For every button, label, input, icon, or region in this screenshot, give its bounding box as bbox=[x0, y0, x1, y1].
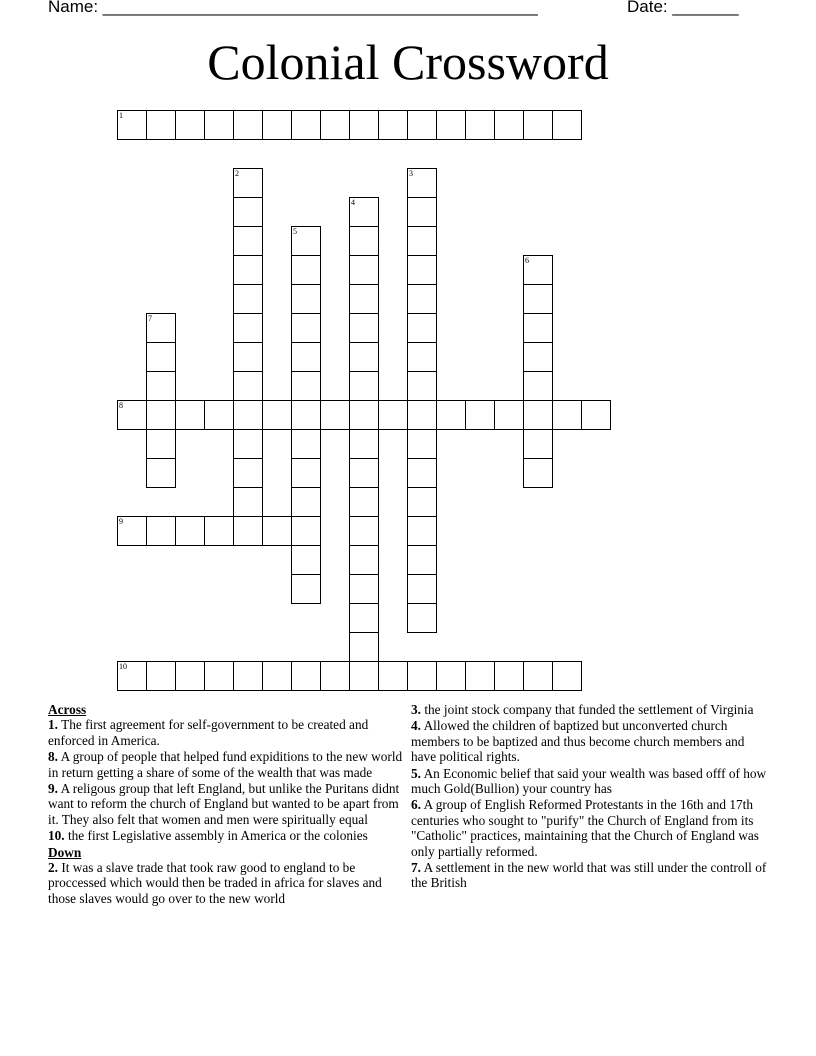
grid-cell[interactable] bbox=[204, 400, 234, 430]
grid-cell[interactable] bbox=[494, 110, 524, 140]
grid-cell[interactable] bbox=[233, 342, 263, 372]
grid-cell[interactable] bbox=[436, 110, 466, 140]
grid-cell[interactable] bbox=[146, 661, 176, 691]
grid-cell[interactable] bbox=[378, 110, 408, 140]
grid-cell[interactable] bbox=[407, 429, 437, 459]
grid-cell[interactable] bbox=[349, 110, 379, 140]
grid-cell[interactable] bbox=[291, 284, 321, 314]
clue-number: 10. bbox=[48, 828, 65, 844]
grid-cell[interactable] bbox=[146, 429, 176, 459]
grid-cell[interactable] bbox=[262, 661, 292, 691]
clue-across-9 bbox=[48, 781, 408, 827]
grid-cell[interactable] bbox=[407, 458, 437, 488]
clue-text: It was a slave trade that took raw good to england to be proccessed which would then be traded in africa for slaves and those slaves would go over to the new world bbox=[48, 860, 382, 906]
clue-down-3 bbox=[411, 702, 767, 717]
grid-cell[interactable] bbox=[146, 458, 176, 488]
grid-cell[interactable] bbox=[233, 371, 263, 401]
clue-number: 2. bbox=[48, 860, 58, 876]
grid-cell[interactable] bbox=[233, 197, 263, 227]
grid-cell[interactable] bbox=[146, 371, 176, 401]
grid-cell[interactable] bbox=[233, 487, 263, 517]
grid-cell[interactable] bbox=[523, 661, 553, 691]
grid-cell[interactable] bbox=[204, 516, 234, 546]
cell-number: 1 bbox=[119, 111, 123, 120]
page-title: Colonial Crossword bbox=[207, 34, 609, 90]
grid-cell[interactable] bbox=[349, 284, 379, 314]
grid-cell[interactable] bbox=[407, 342, 437, 372]
clue-text: An Economic belief that said your wealth was based offf of how much Gold(Bullion) your country has bbox=[411, 765, 767, 797]
grid-cell[interactable] bbox=[175, 400, 205, 430]
grid-cell[interactable] bbox=[523, 458, 553, 488]
clue-number: 8. bbox=[48, 749, 58, 765]
grid-cell[interactable] bbox=[407, 197, 437, 227]
grid-cell[interactable] bbox=[465, 400, 495, 430]
clues-column-left bbox=[48, 702, 408, 907]
grid-cell[interactable] bbox=[349, 371, 379, 401]
grid-cell[interactable] bbox=[233, 516, 263, 546]
grid-cell[interactable] bbox=[320, 661, 350, 691]
grid-cell[interactable] bbox=[349, 342, 379, 372]
grid-cell[interactable] bbox=[465, 661, 495, 691]
down-heading: Down bbox=[48, 844, 82, 860]
grid-cell[interactable] bbox=[552, 400, 582, 430]
grid-cell[interactable] bbox=[262, 110, 292, 140]
date-field[interactable]: Date: _______ bbox=[627, 0, 739, 16]
grid-cell[interactable] bbox=[407, 574, 437, 604]
clue-text: A settlement in the new world that was still under the controll of the British bbox=[411, 860, 767, 891]
grid-cell[interactable] bbox=[146, 400, 176, 430]
grid-cell[interactable] bbox=[262, 516, 292, 546]
grid-cell[interactable] bbox=[291, 313, 321, 343]
grid-cell[interactable] bbox=[494, 661, 524, 691]
grid-cell[interactable] bbox=[291, 458, 321, 488]
grid-cell[interactable] bbox=[349, 458, 379, 488]
clue-down-5 bbox=[411, 766, 767, 797]
across-heading: Across bbox=[48, 702, 87, 717]
clue-text: Allowed the children of baptized but unconverted church members to be baptized and thus become church members and have political rights. bbox=[411, 718, 745, 765]
clue-number: 6. bbox=[411, 797, 421, 813]
grid-cell[interactable] bbox=[291, 255, 321, 285]
grid-cell[interactable] bbox=[494, 400, 524, 430]
grid-cell[interactable] bbox=[523, 400, 553, 430]
grid-cell[interactable] bbox=[291, 429, 321, 459]
cell-number: 2 bbox=[235, 169, 239, 178]
grid-cell[interactable] bbox=[233, 661, 263, 691]
grid-cell[interactable] bbox=[117, 400, 147, 430]
grid-cell[interactable] bbox=[523, 342, 553, 372]
grid-cell[interactable] bbox=[291, 487, 321, 517]
grid-cell[interactable] bbox=[233, 313, 263, 343]
grid-cell[interactable] bbox=[233, 400, 263, 430]
grid-cell[interactable] bbox=[204, 110, 234, 140]
cell-number: 6 bbox=[525, 256, 529, 265]
grid-cell[interactable] bbox=[117, 516, 147, 546]
grid-cell[interactable] bbox=[407, 661, 437, 691]
grid-cell[interactable] bbox=[523, 284, 553, 314]
grid-cell[interactable] bbox=[349, 226, 379, 256]
grid-cell[interactable] bbox=[175, 661, 205, 691]
grid-cell[interactable] bbox=[407, 226, 437, 256]
grid-cell[interactable] bbox=[291, 226, 321, 256]
grid-cell[interactable] bbox=[233, 255, 263, 285]
grid-cell[interactable] bbox=[233, 429, 263, 459]
grid-cell[interactable] bbox=[291, 371, 321, 401]
grid-cell[interactable] bbox=[407, 168, 437, 198]
grid-cell[interactable] bbox=[320, 110, 350, 140]
grid-cell[interactable] bbox=[204, 661, 234, 691]
grid-cell[interactable] bbox=[523, 255, 553, 285]
clue-text: A religous group that left England, but unlike the Puritans didnt want to reform the church of England but wanted to be apart from it. They also felt that women and men were spiritually equal bbox=[48, 781, 400, 827]
grid-cell[interactable] bbox=[291, 400, 321, 430]
grid-cell[interactable] bbox=[175, 516, 205, 546]
clue-number: 5. bbox=[411, 765, 421, 781]
cell-number: 4 bbox=[351, 198, 355, 207]
grid-cell[interactable] bbox=[349, 574, 379, 604]
grid-cell[interactable] bbox=[146, 516, 176, 546]
grid-cell[interactable] bbox=[523, 313, 553, 343]
clue-down-6 bbox=[411, 797, 767, 859]
grid-cell[interactable] bbox=[349, 400, 379, 430]
clue-text: the joint stock company that funded the settlement of Virginia bbox=[424, 702, 754, 717]
grid-cell[interactable] bbox=[146, 342, 176, 372]
grid-cell[interactable] bbox=[349, 487, 379, 517]
clue-down-4 bbox=[411, 718, 767, 764]
grid-cell[interactable] bbox=[523, 371, 553, 401]
grid-cell[interactable] bbox=[407, 284, 437, 314]
grid-cell[interactable] bbox=[407, 603, 437, 633]
clue-down-2 bbox=[48, 860, 408, 906]
grid-cell[interactable] bbox=[233, 168, 263, 198]
grid-cell[interactable] bbox=[349, 255, 379, 285]
grid-cell[interactable] bbox=[349, 516, 379, 546]
grid-cell[interactable] bbox=[233, 458, 263, 488]
clue-number: 4. bbox=[411, 718, 421, 734]
clue-number: 9. bbox=[48, 781, 58, 797]
grid-cell[interactable] bbox=[291, 516, 321, 546]
grid-cell[interactable] bbox=[407, 487, 437, 517]
clue-across-10 bbox=[48, 828, 408, 843]
grid-cell[interactable] bbox=[146, 110, 176, 140]
cell-number: 10 bbox=[119, 662, 127, 671]
clue-number: 3. bbox=[411, 702, 421, 717]
clue-text: A group of people that helped fund expiditions to the new world in return getting a share of some of the wealth that was made bbox=[48, 749, 403, 780]
cell-number: 3 bbox=[409, 169, 413, 178]
grid-cell[interactable] bbox=[407, 545, 437, 575]
grid-cell[interactable] bbox=[233, 284, 263, 314]
cell-number: 5 bbox=[293, 227, 297, 236]
grid-cell[interactable] bbox=[407, 313, 437, 343]
grid-cell[interactable] bbox=[291, 574, 321, 604]
grid-cell[interactable] bbox=[407, 255, 437, 285]
grid-cell[interactable] bbox=[349, 545, 379, 575]
clue-across-1 bbox=[48, 717, 408, 748]
grid-cell[interactable] bbox=[407, 371, 437, 401]
grid-cell[interactable] bbox=[291, 661, 321, 691]
clues-column-right bbox=[411, 702, 767, 892]
clue-number: 7. bbox=[411, 860, 421, 876]
grid-cell[interactable] bbox=[233, 226, 263, 256]
clue-across-8 bbox=[48, 749, 408, 780]
grid-cell[interactable] bbox=[146, 313, 176, 343]
grid-cell[interactable] bbox=[117, 110, 147, 140]
clue-number: 1. bbox=[48, 717, 58, 733]
name-field[interactable]: Name: ______________________________________________ bbox=[48, 0, 538, 16]
grid-cell[interactable] bbox=[320, 400, 350, 430]
grid-cell[interactable] bbox=[407, 516, 437, 546]
cell-number: 7 bbox=[148, 314, 152, 323]
grid-cell[interactable] bbox=[523, 429, 553, 459]
grid-cell[interactable] bbox=[436, 400, 466, 430]
grid-cell[interactable] bbox=[465, 110, 495, 140]
grid-cell[interactable] bbox=[175, 110, 205, 140]
grid-cell[interactable] bbox=[378, 400, 408, 430]
grid-cell[interactable] bbox=[349, 661, 379, 691]
grid-cell[interactable] bbox=[233, 110, 263, 140]
clue-text: The first agreement for self-government to be created and enforced in America. bbox=[48, 717, 369, 748]
clue-text: A group of English Reformed Protestants in the 16th and 17th centuries who sought to "purify" the Church of England from its "Catholic" practices, maintaining that the Church of England was only partially reformed. bbox=[411, 797, 759, 859]
grid-cell[interactable] bbox=[378, 661, 408, 691]
clue-text: the first Legislative assembly in America or the colonies bbox=[67, 828, 368, 844]
grid-cell[interactable] bbox=[436, 661, 466, 691]
grid-cell[interactable] bbox=[552, 661, 582, 691]
cell-number: 8 bbox=[119, 401, 123, 410]
grid-cell[interactable] bbox=[349, 197, 379, 227]
grid-cell[interactable] bbox=[291, 110, 321, 140]
grid-cell[interactable] bbox=[349, 313, 379, 343]
grid-cell[interactable] bbox=[349, 429, 379, 459]
grid-cell[interactable] bbox=[407, 400, 437, 430]
grid-cell[interactable] bbox=[349, 632, 379, 662]
grid-cell[interactable] bbox=[349, 603, 379, 633]
grid-cell[interactable] bbox=[291, 545, 321, 575]
grid-cell[interactable] bbox=[552, 110, 582, 140]
grid-cell[interactable] bbox=[523, 110, 553, 140]
grid-cell[interactable] bbox=[262, 400, 292, 430]
cell-number: 9 bbox=[119, 517, 123, 526]
grid-cell[interactable] bbox=[581, 400, 611, 430]
grid-cell[interactable] bbox=[407, 110, 437, 140]
grid-cell[interactable] bbox=[291, 342, 321, 372]
clue-down-7 bbox=[411, 860, 767, 891]
grid-cell[interactable] bbox=[117, 661, 147, 691]
